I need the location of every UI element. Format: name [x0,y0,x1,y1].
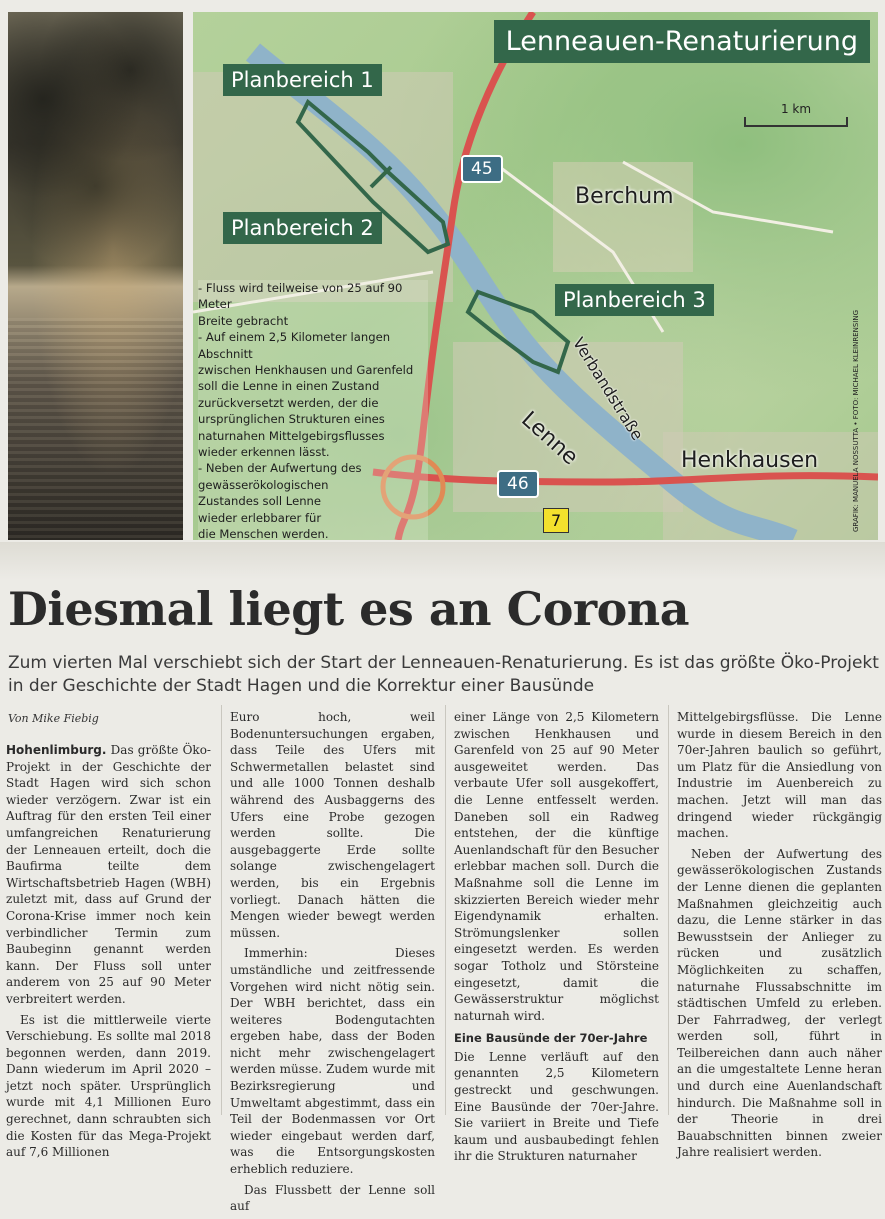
note-line: naturnahen Mittelgebirgsflusses [198,428,385,443]
autobahn-45-badge: 45 [461,155,503,183]
dateline: Hohenlimburg. [6,743,107,757]
place-henkhausen: Henkhausen [681,448,819,473]
note-line: wieder erkennen lässt. [198,445,330,460]
note-line: - Auf einem 2,5 Kilometer langen Abschnitt [198,330,391,361]
river-photo [8,12,183,540]
note-line: soll die Lenne in einen Zustand [198,379,380,394]
paragraph: Das Flussbett der Lenne soll auf [230,1182,435,1214]
autobahn-46-badge: 46 [497,470,539,498]
map-title: Lenneauen-Renaturierung [494,20,870,63]
photo-trees [8,12,183,302]
planbereich-2-label: Planbereich 2 [223,212,382,244]
urban-area-south [453,342,683,512]
bundesstrasse-7-badge: 7 [543,508,569,533]
image-credit: GRAFIK: MANUELA NOSSUTTA • FOTO: MICHAEL KLEINRENSING [852,309,860,532]
note-line: zurückversetzt werden, der die [198,395,379,410]
planbereich-3-label: Planbereich 3 [555,284,714,316]
note-line: ursprünglichen Strukturen eines [198,412,385,427]
section-heading: Eine Bausünde der 70er-Jahre [454,1031,648,1046]
paragraph [6,742,211,1008]
map-notes [198,280,428,540]
planbereich-1-label: Planbereich 1 [223,64,382,96]
subtitle: Zum vierten Mal verschiebt sich der Start der Lenneauen-Renaturierung. Es ist das größte Öko-Projekt in der Geschichte der Stadt Hagen und die Korrektur einer Bausünde [8,653,879,696]
note-line: - Neben der Aufwertung des [198,461,362,476]
paragraph: Mittelgebirgsflüsse. Die Lenne wurde in diesem Bereich in den 70er-Jahren baulich so geführt, um Platz für die Ansiedlung von Industrie im Auenbereich zu machen. Jetzt will man das dringend wieder rückgängig machen. [677,710,882,841]
scale-bar [744,117,848,127]
map-graphic [193,12,878,540]
note-line: die Menschen werden. [198,527,329,540]
article-column-4 [677,709,882,1165]
place-berchum: Berchum [575,184,674,209]
paragraph: Neben der Aufwertung des gewässerökologischen Zustands der Lenne dienen die geplanten Maßnahmen gleichzeitig auch dazu, die Lenne stärker in das Bewusstsein der Anlieger zu rücken und zusätzlich Möglichkeiten zu schaffen, naturnahe Flussabschnitte im städtischen Umfeld zu erleben. Der Fahrradweg, der verlegt werden soll, führt in Teilbereichen dann auch näher an die umgestaltete Lenne heran und durch eine Auenlandschaft hindurch. Die Maßnahme soll in der Theorie in drei Bauabschnitten binnen zweier Jahre realisiert werden. [677,846,882,1160]
urban-area-berchum [553,162,693,272]
paragraph: Die Lenne verläuft auf den genannten 2,5 Kilometern gestreckt und geschwungen. Eine Bausünde der 70er-Jahre. Sie variiert in Breite und Tiefe kaum und ausbaubedingt fehlen ihr die Strukturen naturnaher [454,1049,659,1164]
note-line: Zustandes soll Lenne [198,494,322,509]
column-rule [445,705,446,1115]
paragraph-text: Das größte Öko-Projekt in der Geschichte der Stadt Hagen wird sich schon wieder verzögern. Zwar ist ein Auftrag für den ersten Teil einer umfangreichen Renaturierung der Lenneauen erteilt, doch die Baufirma teilte dem Wirtschaftsbetrieb Hagen (WBH) zuletzt mit, dass auf Grund der Corona-Krise immer noch kein verbindlicher Termin zum Baubeginn genannt werden kann. Der Fluss soll unter anderem von 25 auf 90 Meter verbreitert werden. [6,743,211,1006]
note-line: gewässerökologischen [198,477,329,492]
note-line: - Fluss wird teilweise von 25 auf 90 Meter [198,281,403,312]
article-column-3 [454,709,659,1169]
place-lenne: Lenne [516,407,583,471]
map-scale [744,102,848,127]
headline: Diesmal liegt es an Corona [8,582,690,636]
paragraph: einer Länge von 2,5 Kilometern zwischen Henkhausen und Garenfeld von 25 auf 90 Meter ausgeweitet werden. Das verbaute Ufer soll ausgekoffert, die Lenne entfesselt werden. Daneben soll ein Radweg entstehen, der die künftige Auenlandschaft für den Besucher erlebbar machen soll. Durch die Maßnahme soll die Lenne im skizzierten Bereich wieder mehr Eigendynamik erhalten. Strömungslenker sollen eingesetzt werden. Es werden sogar Totholz und Störsteine eingesetzt, damit die Gewässerstruktur möglichst naturnah wird. [454,710,659,1023]
article-column-2 [230,709,435,1219]
byline: Von Mike Fiebig [8,712,99,725]
photo-water [8,318,183,540]
paragraph: Immerhin: Dieses umständliche und zeitfressende Vorgehen wird nicht nötig sein. Der WBH berichtet, dass ein weiteres Bodengutachten ergeben habe, dass der Boden nicht mehr zwischengelagert werden müsse. Zudem wurde mit Bezirksregierung und Umweltamt abgestimmt, dass ein Teil der Bodenmassen vor Ort wieder eingebaut werden darf, was die Entsorgungskosten erheblich reduziere. [230,946,435,1177]
column-rule [668,705,669,1115]
note-line: wieder erlebbarer für [198,510,322,525]
article-column-1 [6,742,211,1165]
note-line: Breite gebracht [198,313,289,328]
note-line: zwischen Henkhausen und Garenfeld [198,363,414,378]
paragraph: Es ist die mittlerweile vierte Verschiebung. Es sollte mal 2018 begonnen werden, dann 2019. Dann wiederum im April 2020 – jetzt noch später. Ursprünglich wurde mit 4,1 Millionen Euro gerechnet, dann schraubten sich die Kosten für das Mega-Projekt auf 7,6 Millionen [6,1012,211,1160]
page-band [0,542,885,580]
column-rule [221,705,222,1115]
scale-label: 1 km [780,102,812,116]
street-verbandstrasse: Verbandstraße [568,334,648,444]
paragraph: Euro hoch, weil Bodenuntersuchungen ergaben, dass Teile des Ufers mit Schwermetallen belastet sind und alle 1000 Tonnen deshalb während des Ausbaggerns des Ufers eine Probe gezogen werden sollte. Die ausgebaggerte Erde sollte solange zwischengelagert werden, bis ein Ergebnis vorliegt. Danach hätten die Mengen wieder bewegt werden müssen. [230,710,435,940]
